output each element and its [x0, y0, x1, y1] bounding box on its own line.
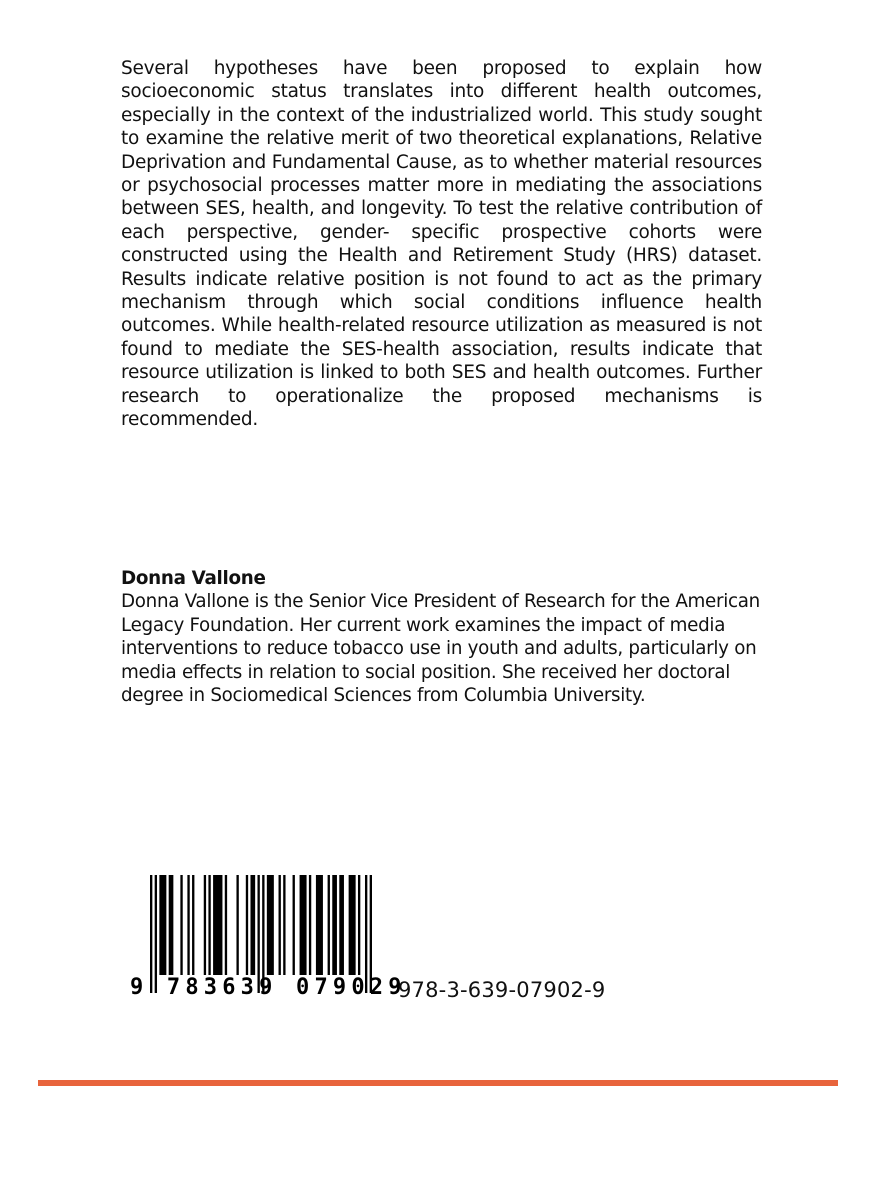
footer-accent-rule: [38, 1080, 838, 1086]
barcode-digits: 9 783639 079029: [130, 975, 407, 1000]
barcode-bar-13: [246, 875, 248, 975]
barcode-bar-4: [169, 875, 174, 975]
barcode-bar-21: [300, 875, 307, 975]
barcode-bar-28: [358, 875, 360, 975]
author-section: [121, 567, 781, 707]
barcode-bar-3: [159, 875, 166, 975]
barcode-bar-23: [316, 875, 323, 975]
barcode-bar-19: [283, 875, 285, 975]
barcode-bar-24: [328, 875, 330, 975]
author-name: Donna Vallone: [121, 568, 266, 589]
barcode-bar-6: [187, 875, 189, 975]
barcode-bar-11: [225, 875, 227, 975]
barcode-bar-10: [213, 875, 222, 975]
barcode-bar-5: [180, 875, 182, 975]
abstract-paragraph: Several hypotheses have been proposed to explain how socioeconomic status translates into different health outcomes, especially in the context of the industrialized world. This study sought to examine the relative merit of two theoretical explanations, Relative Deprivation and Fundamental Cause, as to whether material resources or psychosocial processes matter more in mediating the associations between SES, health, and longevity. To test the relative contribution of each perspective, gender- specific prospective cohorts were constructed using the Health and Retirement Study (HRS) dataset. Results indicate relative position is not found to act as the primary mechanism through which social conditions influence health outcomes. While health-related resource utilization as measured is not found to mediate the SES-health association, results indicate that resource utilization is linked to both SES and health outcomes. Further research to operationalize the proposed mechanisms is recommended.: [121, 58, 762, 431]
barcode-bar-25: [332, 875, 337, 975]
barcode-bar-7: [192, 875, 194, 975]
barcode-bar-9: [208, 875, 210, 975]
barcode-bar-12: [236, 875, 238, 975]
isbn-number: 978-3-639-07902-9: [398, 978, 606, 1002]
barcode-bar-22: [309, 875, 311, 975]
barcode-bar-20: [293, 875, 295, 975]
barcode-bar-27: [349, 875, 356, 975]
barcode-bar-18: [279, 875, 281, 975]
barcode-bar-14: [250, 875, 255, 975]
author-bio: Donna Vallone is the Senior Vice President of Research for the American Legacy Foundation. Her current work examines the impact of media interventions to reduce tobacco use in youth and adults, particularly on media effects in relation to social position. She received her doctoral degree in Sociomedical Sciences from Columbia University.: [121, 591, 760, 707]
barcode-bar-17: [267, 875, 274, 975]
barcode-bar-26: [339, 875, 344, 975]
barcode-bar-8: [204, 875, 206, 975]
